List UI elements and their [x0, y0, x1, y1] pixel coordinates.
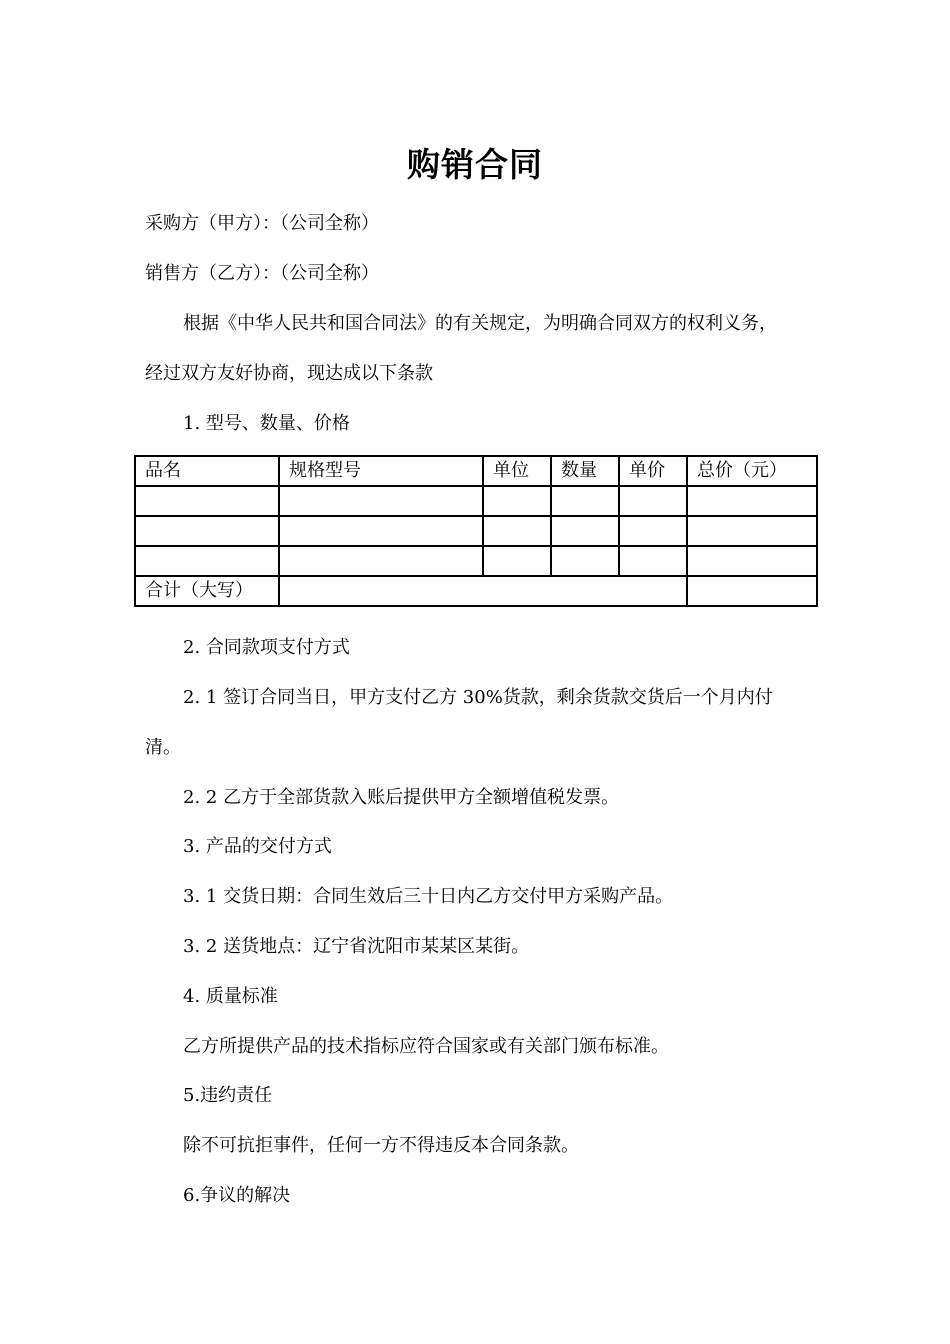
- section-1-heading: 1. 型号、数量、价格: [183, 413, 350, 434]
- table-cell: [279, 516, 483, 546]
- table-cell: [619, 546, 687, 576]
- table-cell: [687, 516, 817, 546]
- section-6-heading: 6.争议的解决: [183, 1185, 291, 1206]
- header-cell-unit-price: 单价: [619, 456, 687, 486]
- table-total-row: [135, 576, 817, 606]
- table-cell: [135, 486, 279, 516]
- header-cell-total-price: 总价（元）: [687, 456, 817, 486]
- section-2-heading: 2. 合同款项支付方式: [183, 637, 350, 658]
- table-cell: [551, 516, 619, 546]
- section-4-body: 乙方所提供产品的技术指标应符合国家或有关部门颁布标准。: [183, 1036, 669, 1057]
- table-row: [135, 546, 817, 576]
- table-cell: [687, 546, 817, 576]
- section-5-body: 除不可抗拒事件，任何一方不得违反本合同条款。: [183, 1135, 579, 1156]
- intro-paragraph-line-1: 根据《中华人民共和国合同法》的有关规定，为明确合同双方的权利义务，: [183, 313, 777, 334]
- header-cell-unit: 单位: [483, 456, 551, 486]
- table-cell: [135, 516, 279, 546]
- header-cell-spec-model: 规格型号: [279, 456, 483, 486]
- seller-party-line: 销售方（乙方）：（公司全称）: [145, 263, 379, 284]
- header-cell-quantity: 数量: [551, 456, 619, 486]
- table-row: [135, 516, 817, 546]
- table-cell: [483, 546, 551, 576]
- total-uppercase-value-cell: [279, 576, 687, 606]
- table-cell: [483, 486, 551, 516]
- table-cell: [619, 486, 687, 516]
- section-5-heading: 5.违约责任: [183, 1085, 273, 1106]
- section-3-item-1: 3. 1 交货日期：合同生效后三十日内乙方交付甲方采购产品。: [183, 886, 674, 907]
- table-cell: [135, 546, 279, 576]
- intro-paragraph-line-2: 经过双方友好协商，现达成以下条款: [145, 363, 433, 384]
- section-2-item-1-line-2: 清。: [145, 737, 181, 758]
- buyer-party-line: 采购方（甲方）：（公司全称）: [145, 213, 379, 234]
- table-cell: [279, 486, 483, 516]
- total-label-cell: 合计（大写）: [135, 576, 279, 606]
- section-2-item-1-line-1: 2. 1 签订合同当日，甲方支付乙方 30%货款，剩余货款交货后一个月内付: [183, 687, 773, 708]
- table-cell: [687, 486, 817, 516]
- header-cell-product-name: 品名: [135, 456, 279, 486]
- product-spec-table: [134, 455, 818, 607]
- table-header-row: [135, 456, 817, 486]
- section-4-heading: 4. 质量标准: [183, 986, 278, 1007]
- page-title: 购销合同: [407, 145, 543, 184]
- table-cell: [551, 486, 619, 516]
- total-amount-cell: [687, 576, 817, 606]
- table-cell: [279, 546, 483, 576]
- section-3-heading: 3. 产品的交付方式: [183, 836, 332, 857]
- table-cell: [619, 516, 687, 546]
- section-3-item-2: 3. 2 送货地点：辽宁省沈阳市某某区某街。: [183, 936, 530, 957]
- table-row: [135, 486, 817, 516]
- section-2-item-2: 2. 2 乙方于全部货款入账后提供甲方全额增值税发票。: [183, 787, 620, 808]
- table-cell: [551, 546, 619, 576]
- table-cell: [483, 516, 551, 546]
